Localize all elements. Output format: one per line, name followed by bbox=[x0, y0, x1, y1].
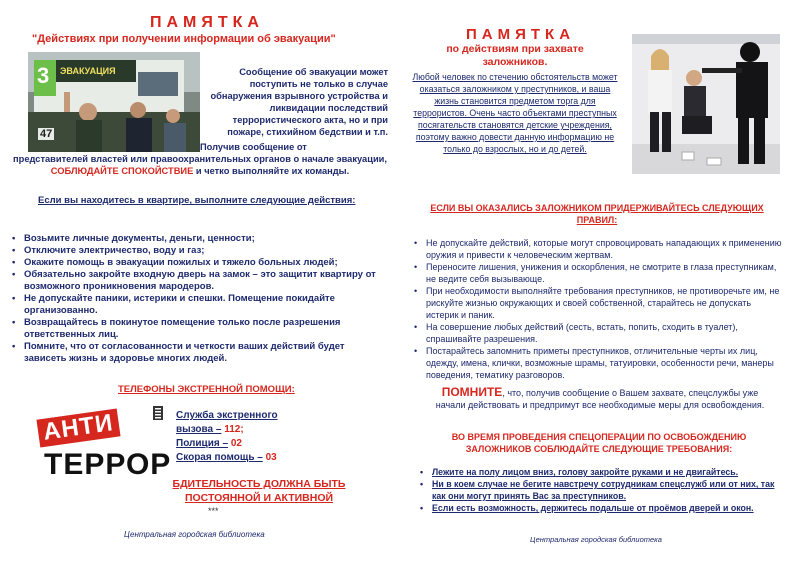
instructions-end: и четко выполняйте их команды. bbox=[195, 166, 350, 176]
list-item: • Отключите электричество, воду и газ; bbox=[12, 245, 378, 257]
list-item: • На совершение любых действий (сесть, встать, попить, сходить в туалет), спрашивайте разрешения. bbox=[414, 321, 786, 345]
instructions-text: представителей властей или правоохранительных органов о начале эвакуации, bbox=[13, 154, 387, 164]
hostage-intro: Любой человек по стечению обстоятельств может оказаться заложником у преступников, и ваша жизнь становится предметом торга для террористов. Очень часто объектами преступных посягательств становятся детские учреждения, поэтому важно довести данную информацию не только до взрослых, но и до детей. bbox=[412, 72, 618, 154]
list-item: • Окажите помощь в эвакуации пожилых и тяжело больных людей; bbox=[12, 257, 378, 269]
list-item: • Если есть возможность, держитесь подальше от проёмов дверей и окон. bbox=[420, 502, 786, 514]
phone-emergency-number: 112; bbox=[224, 424, 244, 435]
operation-heading: ВО ВРЕМЯ ПРОВЕДЕНИЯ СПЕЦОПЕРАЦИИ ПО ОСВОБОЖДЕНИЮ ЗАЛОЖНИКОВ СОБЛЮДАЙТЕ СЛЕДУЮЩИЕ ТРЕБОВАНИЯ: bbox=[451, 432, 747, 454]
list-item: • Возьмите личные документы, деньги, ценности; bbox=[12, 233, 378, 245]
evacuation-intro: Сообщение об эвакуации может поступить не только в случае обнаружения взрывного устройства и ликвидации последствий террористического акта, но и при пожаре, стихийном бедствии и т.п. bbox=[210, 67, 388, 137]
list-item: • При необходимости выполняйте требования преступников, не противоречьте им, не рискуйте жизнью окружающих и своей собственной, старайтесь не допускать истерик и паник. bbox=[414, 285, 786, 321]
left-page-subtitle: "Действиях при получении информации об эвакуации" bbox=[32, 33, 336, 45]
stars-divider: *** bbox=[208, 506, 219, 516]
vigilance-slogan: БДИТЕЛЬНОСТЬ ДОЛЖНА БЫТЬ ПОСТОЯННОЙ И АКТИВНОЙ bbox=[172, 478, 346, 504]
list-item: • Переносите лишения, унижения и оскорбления, не смотрите в глаза преступникам, не ведите себя вызывающе. bbox=[414, 261, 786, 285]
hostage-rules-heading: ЕСЛИ ВЫ ОКАЗАЛИСЬ ЗАЛОЖНИКОМ ПРИДЕРЖИВАЙТЕСЬ СЛЕДУЮЩИХ ПРАВИЛ: bbox=[430, 203, 764, 225]
remember-word: ПОМНИТЕ bbox=[441, 385, 503, 399]
list-item: • Не допускайте паники, истерики и спешки. Помещение покидайте организованно. bbox=[12, 293, 378, 317]
remember-note bbox=[430, 386, 770, 411]
evacuation-instructions bbox=[10, 141, 390, 177]
left-page-title: ПАМЯТКА bbox=[150, 14, 264, 31]
remember-text: , что, получив сообщение о Вашем захвате, спецслужбы уже начали действовать и предпримут все необходимые меры для освобождения. bbox=[435, 388, 765, 410]
list-item: • Ни в коем случае не бегите навстречу сотрудникам спецслужб или от них, так как они могут принять Вас за преступников. bbox=[420, 478, 786, 502]
photo-sign-text: ЭВАКУАЦИЯ bbox=[60, 66, 116, 76]
logo-anti: АНТИ bbox=[36, 409, 120, 448]
list-item: • Лежите на полу лицом вниз, голову закройте руками и не двигайтесь. bbox=[420, 466, 786, 478]
hostage-photo-illustration bbox=[632, 34, 780, 174]
hostage-photo bbox=[632, 34, 780, 174]
apartment-heading: Если вы находитесь в квартире, выполните следующие действия: bbox=[38, 195, 356, 206]
phone-ambulance-number: 03 bbox=[265, 452, 277, 463]
phone-ambulance bbox=[176, 451, 286, 465]
list-item: • Возвращайтесь в покинутое помещение только после разрешения ответственных лиц. bbox=[12, 317, 378, 341]
operation-requirements-list bbox=[420, 466, 786, 514]
phone-emergency-label: Служба экстренного вызова – bbox=[176, 410, 278, 435]
anti-terror-logo bbox=[30, 408, 172, 498]
phone-emergency bbox=[176, 409, 286, 437]
right-page-subtitle: по действиям при захвате заложников. bbox=[446, 43, 584, 68]
list-item: • Помните, что от согласованности и четкости ваших действий будет зависеть жизнь и здоровье многих людей. bbox=[12, 341, 378, 365]
left-footer: Центральная городская библиотека bbox=[124, 530, 265, 539]
list-item: • Постарайтесь запомнить приметы преступников, отличительные черты их лиц, одежду, имена, клички, возможные шрамы, татуировки, особенности речи, манеры поведения, тематику разговоров. bbox=[414, 345, 786, 381]
right-footer: Центральная городская библиотека bbox=[530, 535, 662, 544]
phone-police-number: 02 bbox=[230, 438, 242, 449]
photo-bus-number: 47 bbox=[40, 128, 53, 140]
logo-terror: ТЕРРОР bbox=[44, 448, 172, 481]
hostage-rules-list bbox=[414, 237, 786, 381]
apartment-actions-list bbox=[12, 233, 378, 365]
keep-calm-caps: СОБЛЮДАЙТЕ СПОКОЙСТВИЕ bbox=[50, 166, 194, 176]
emergency-phones-heading: ТЕЛЕФОНЫ ЭКСТРЕННОЙ ПОМОЩИ: bbox=[118, 384, 295, 395]
list-item: • Обязательно закройте входную дверь на замок – это защитит квартиру от возможного проникновения мародеров. bbox=[12, 269, 378, 293]
list-item: • Не допускайте действий, которые могут спровоцировать нападающих к применению оружия и привести к человеческим жертвам. bbox=[414, 237, 786, 261]
phone-ambulance-label: Скорая помощь – bbox=[176, 452, 263, 463]
phone-police-label: Полиция – bbox=[176, 438, 229, 449]
instructions-indent: Получив сообщение от bbox=[200, 142, 307, 152]
phone-book-icon bbox=[153, 406, 163, 420]
evacuation-photo bbox=[28, 52, 200, 152]
right-page-title: ПАМЯТКА bbox=[466, 26, 576, 43]
photo-sign-number: 3 bbox=[37, 63, 50, 88]
phones-list bbox=[176, 409, 286, 465]
phone-police bbox=[176, 437, 286, 451]
